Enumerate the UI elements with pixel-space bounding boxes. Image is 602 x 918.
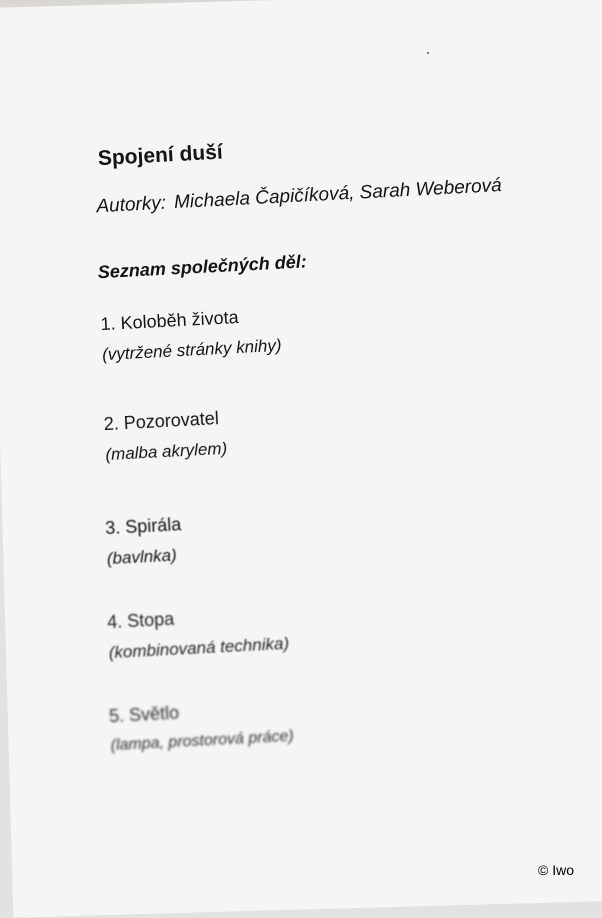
work-title: 1. Koloběh života	[100, 306, 240, 335]
authors-label: Autorky:	[95, 192, 167, 218]
work-technique: (vytržené stránky knihy)	[101, 335, 282, 365]
works-list-heading: Seznam společných děl:	[97, 251, 308, 283]
work-technique: (bavlnka)	[106, 545, 178, 569]
photo-credit: © Iwo	[538, 862, 574, 878]
work-title: 2. Pozorovatel	[103, 408, 220, 435]
work-item	[109, 697, 295, 756]
work-technique: (kombinovaná technika)	[108, 633, 290, 663]
authors-names: Michaela Čapičíková, Sarah Weberová	[173, 175, 503, 214]
document-title: Spojení duší	[97, 140, 224, 171]
work-technique: (lampa, prostorová práce)	[110, 727, 295, 755]
work-item	[107, 603, 290, 663]
work-title: 3. Spirála	[104, 514, 182, 539]
work-item	[103, 408, 227, 465]
work-item	[100, 305, 282, 365]
work-item	[105, 514, 184, 569]
work-title: 4. Stopa	[106, 608, 175, 633]
work-title: 5. Světlo	[108, 702, 180, 727]
authors-line	[96, 175, 502, 218]
work-technique: (malba akrylem)	[104, 438, 228, 465]
